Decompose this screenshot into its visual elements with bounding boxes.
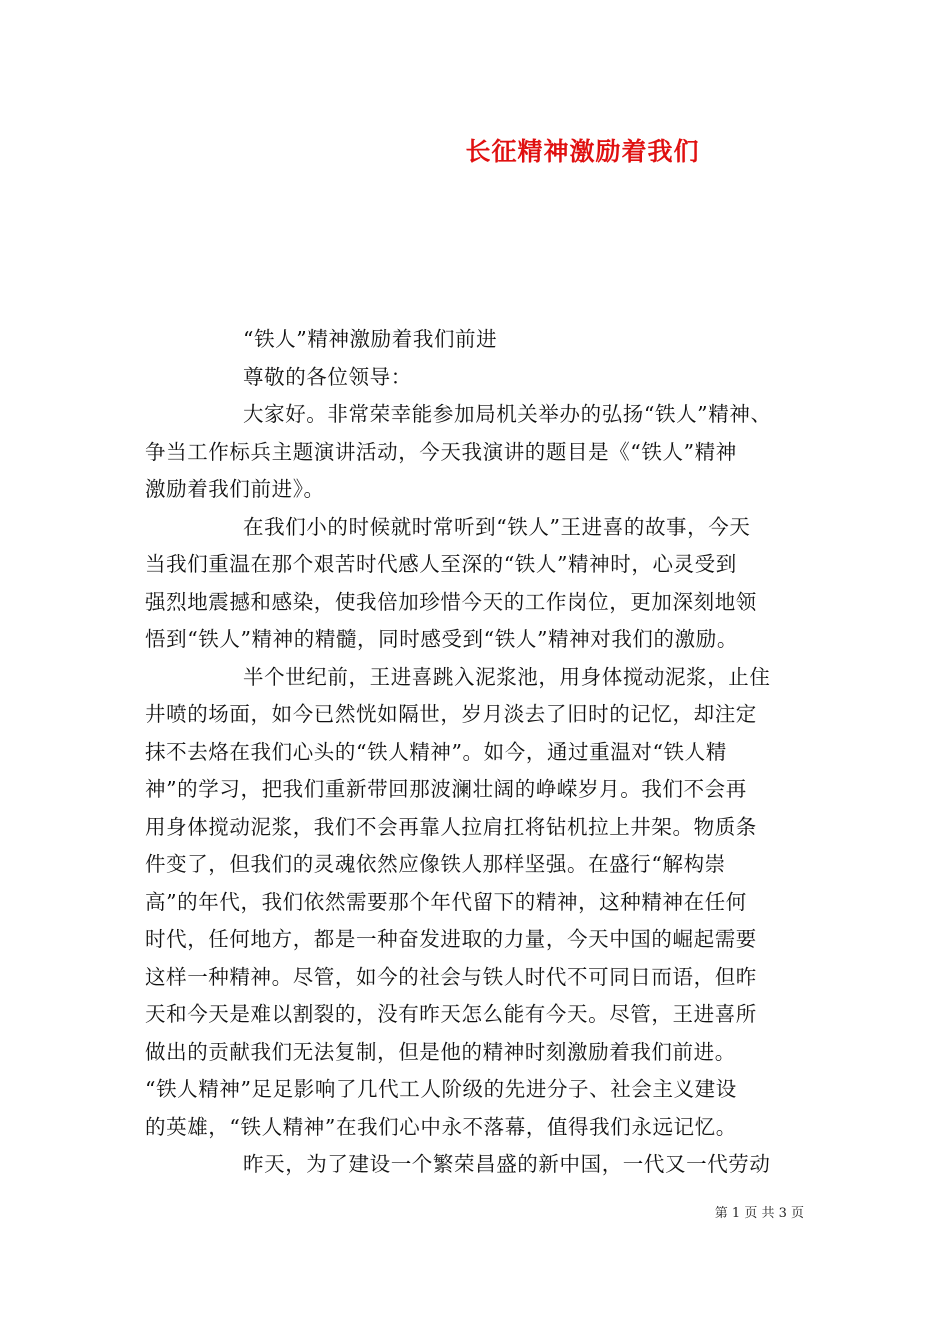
paragraph bbox=[145, 1146, 810, 1184]
paragraph-line: 当我们重温在那个艰苦时代感人至深的“铁人”精神时，心灵受到 bbox=[145, 552, 737, 576]
paragraph bbox=[145, 509, 810, 659]
paragraph-line: 悟到“铁人”精神的精髓，同时感受到“铁人”精神对我们的激励。 bbox=[145, 627, 738, 651]
paragraph bbox=[145, 359, 810, 397]
paragraph-line: 激励着我们前进》。 bbox=[145, 477, 325, 501]
paragraph-line: 抹不去烙在我们心头的“铁人精神”。如今，通过重温对“铁人精 bbox=[145, 739, 727, 764]
paragraph-line: “铁人精神”足足影响了几代工人阶级的先进分子、社会主义建设 bbox=[145, 1077, 737, 1101]
paragraph-line: 的英雄，“铁人精神”在我们心中永不落幕，值得我们永远记忆。 bbox=[145, 1114, 737, 1139]
document-body bbox=[145, 321, 810, 1184]
paragraph-line: 高”的年代，我们依然需要那个年代留下的精神，这种精神在任何 bbox=[145, 889, 747, 914]
paragraph-line: 做出的贡献我们无法复制，但是他的精神时刻激励着我们前进。 bbox=[145, 1039, 736, 1064]
paragraph-line: 用身体搅动泥浆，我们不会再靠人拉肩扛将钻机拉上井架。物质条 bbox=[145, 814, 757, 839]
paragraph-line: 天和今天是难以割裂的，没有昨天怎么能有今天。尽管，王进喜所 bbox=[145, 1002, 757, 1026]
paragraph-line: 件变了，但我们的灵魂依然应像铁人那样坚强。在盛行“解构崇 bbox=[145, 852, 726, 876]
paragraph-line: 昨天，为了建设一个繁荣昌盛的新中国，一代又一代劳动 bbox=[243, 1152, 771, 1176]
paragraph-line: 争当工作标兵主题演讲活动，今天我演讲的题目是《“铁人”精神 bbox=[145, 439, 737, 464]
paragraph-line: 半个世纪前，王进喜跳入泥浆池，用身体搅动泥浆，止住 bbox=[243, 664, 771, 689]
paragraph-line: 尊敬的各位领导： bbox=[243, 364, 412, 389]
paragraph-line: 大家好。非常荣幸能参加局机关举办的弘扬“铁人”精神、 bbox=[243, 402, 772, 426]
paragraph-line: 井喷的场面，如今已然恍如隔世，岁月淡去了旧时的记忆，却注定 bbox=[145, 702, 757, 726]
paragraph-line: 这样一种精神。尽管，如今的社会与铁人时代不可同日而语，但昨 bbox=[145, 964, 757, 989]
paragraph bbox=[145, 659, 810, 1147]
paragraph-line: 强烈地震撼和感染，使我倍加珍惜今天的工作岗位，更加深刻地领 bbox=[145, 589, 757, 614]
page-footer: 第 1 页 共 3 页 bbox=[714, 1206, 804, 1221]
paragraph-line: 在我们小的时候就时常听到“铁人”王进喜的故事，今天 bbox=[243, 514, 751, 539]
document-title: 长征精神激励着我们 bbox=[465, 137, 700, 166]
paragraph bbox=[145, 396, 810, 509]
paragraph-line: 神”的学习，把我们重新带回那波澜壮阔的峥嵘岁月。我们不会再 bbox=[145, 777, 747, 801]
paragraph-line: 时代，任何地方，都是一种奋发进取的力量，今天中国的崛起需要 bbox=[145, 927, 757, 951]
paragraph bbox=[145, 321, 810, 359]
paragraph-line: “铁人”精神激励着我们前进 bbox=[243, 327, 498, 351]
